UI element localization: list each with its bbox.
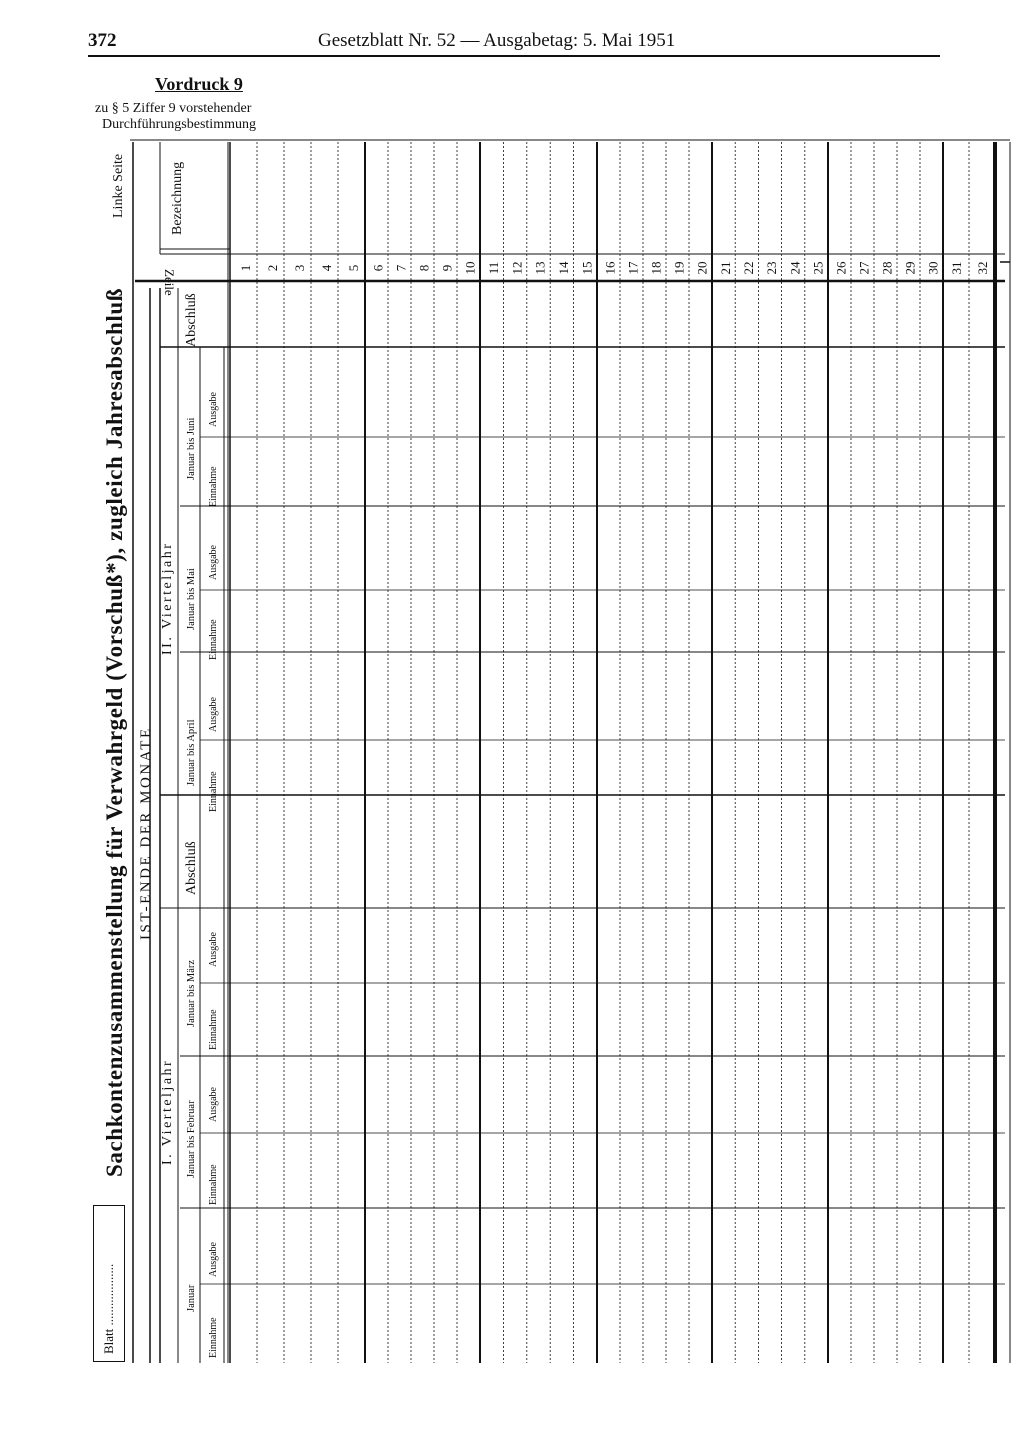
row-number: 30 xyxy=(925,261,941,275)
form-name: Vordruck 9 xyxy=(155,74,243,94)
einnahme-label: Einnahme xyxy=(208,1164,219,1205)
row-number: 31 xyxy=(949,261,964,275)
ausgabe-label: Ausgabe xyxy=(208,697,219,732)
einnahme-label: Einnahme xyxy=(208,1317,219,1358)
ausgabe-label: Ausgabe xyxy=(208,1242,219,1277)
month-label-jan-feb: Januar bis Februar xyxy=(186,1100,197,1178)
row-number: 2 xyxy=(264,264,280,272)
row-number: 12 xyxy=(509,261,525,275)
row-number: 13 xyxy=(532,261,548,275)
side-label: Linke Seite xyxy=(111,153,126,218)
row-number: 14 xyxy=(556,261,572,275)
abschluss-label-q2: Abschluß xyxy=(184,293,199,347)
einnahme-label: Einnahme xyxy=(208,1009,219,1050)
ausgabe-label: Ausgabe xyxy=(208,1087,219,1122)
row-number: 20 xyxy=(694,261,710,275)
row-number: 6 xyxy=(370,264,386,272)
row-number: 21 xyxy=(717,261,733,275)
einnahme-label: Einnahme xyxy=(208,771,219,812)
form-title: Sachkontenzusammenstellung für Verwahrgeld (Vorschuß*), zugleich Jahresabschluß xyxy=(102,287,127,1177)
row-number: 22 xyxy=(740,261,756,275)
row-number: 32 xyxy=(975,261,990,275)
row-number: 8 xyxy=(416,264,432,272)
row-number: 7 xyxy=(393,264,409,272)
row-number: 11 xyxy=(485,261,501,275)
row-number: 1 xyxy=(237,264,253,272)
month-label-jan-april: Januar bis April xyxy=(186,719,197,786)
page-number: 372 xyxy=(88,30,117,51)
ausgabe-label: Ausgabe xyxy=(208,932,219,967)
month-label-jan-juni: Januar bis Juni xyxy=(186,417,197,480)
row-number: 19 xyxy=(671,261,687,275)
abschluss-label-q1: Abschluß xyxy=(184,841,199,895)
month-label-januar: Januar xyxy=(186,1284,197,1312)
section-label: IST-ENDE DER MONATE xyxy=(138,726,154,940)
form-reference-line1: zu § 5 Ziffer 9 vorstehender xyxy=(95,101,252,116)
row-number: 18 xyxy=(648,261,664,275)
month-label-jan-maerz: Januar bis März xyxy=(186,959,197,1027)
quarter-1-label: I. Vierteljahr xyxy=(160,1058,175,1165)
row-number: 5 xyxy=(345,264,361,272)
ausgabe-label: Ausgabe xyxy=(208,392,219,427)
row-number: 25 xyxy=(810,261,826,275)
row-number: 27 xyxy=(856,261,872,275)
form-reference-line2: Durchführungsbestimmung xyxy=(102,117,256,132)
bezeichnung-label: Bezeichnung xyxy=(170,161,185,235)
einnahme-label: Einnahme xyxy=(208,619,219,660)
row-number: 10 xyxy=(462,261,478,275)
row-number: 9 xyxy=(439,264,455,272)
row-number: 17 xyxy=(625,261,641,275)
row-number: 23 xyxy=(764,261,780,275)
page-header-title: Gesetzblatt Nr. 52 — Ausgabetag: 5. Mai 1951 xyxy=(318,30,676,51)
zeile-label: Zeile xyxy=(162,269,177,296)
row-number: 28 xyxy=(879,261,895,275)
row-number: 15 xyxy=(579,261,595,275)
row-number: 3 xyxy=(291,264,307,272)
blatt-label: Blatt ................... xyxy=(101,1263,116,1354)
quarter-2-label: II. Vierteljahr xyxy=(160,541,175,655)
row-number: 24 xyxy=(787,261,803,275)
row-number: 16 xyxy=(602,261,618,275)
einnahme-label: Einnahme xyxy=(208,466,219,507)
month-label-jan-mai: Januar bis Mai xyxy=(186,568,197,630)
row-number: 26 xyxy=(833,261,849,275)
ausgabe-label: Ausgabe xyxy=(208,545,219,580)
row-number: 4 xyxy=(318,264,334,272)
row-number: 29 xyxy=(902,261,918,275)
